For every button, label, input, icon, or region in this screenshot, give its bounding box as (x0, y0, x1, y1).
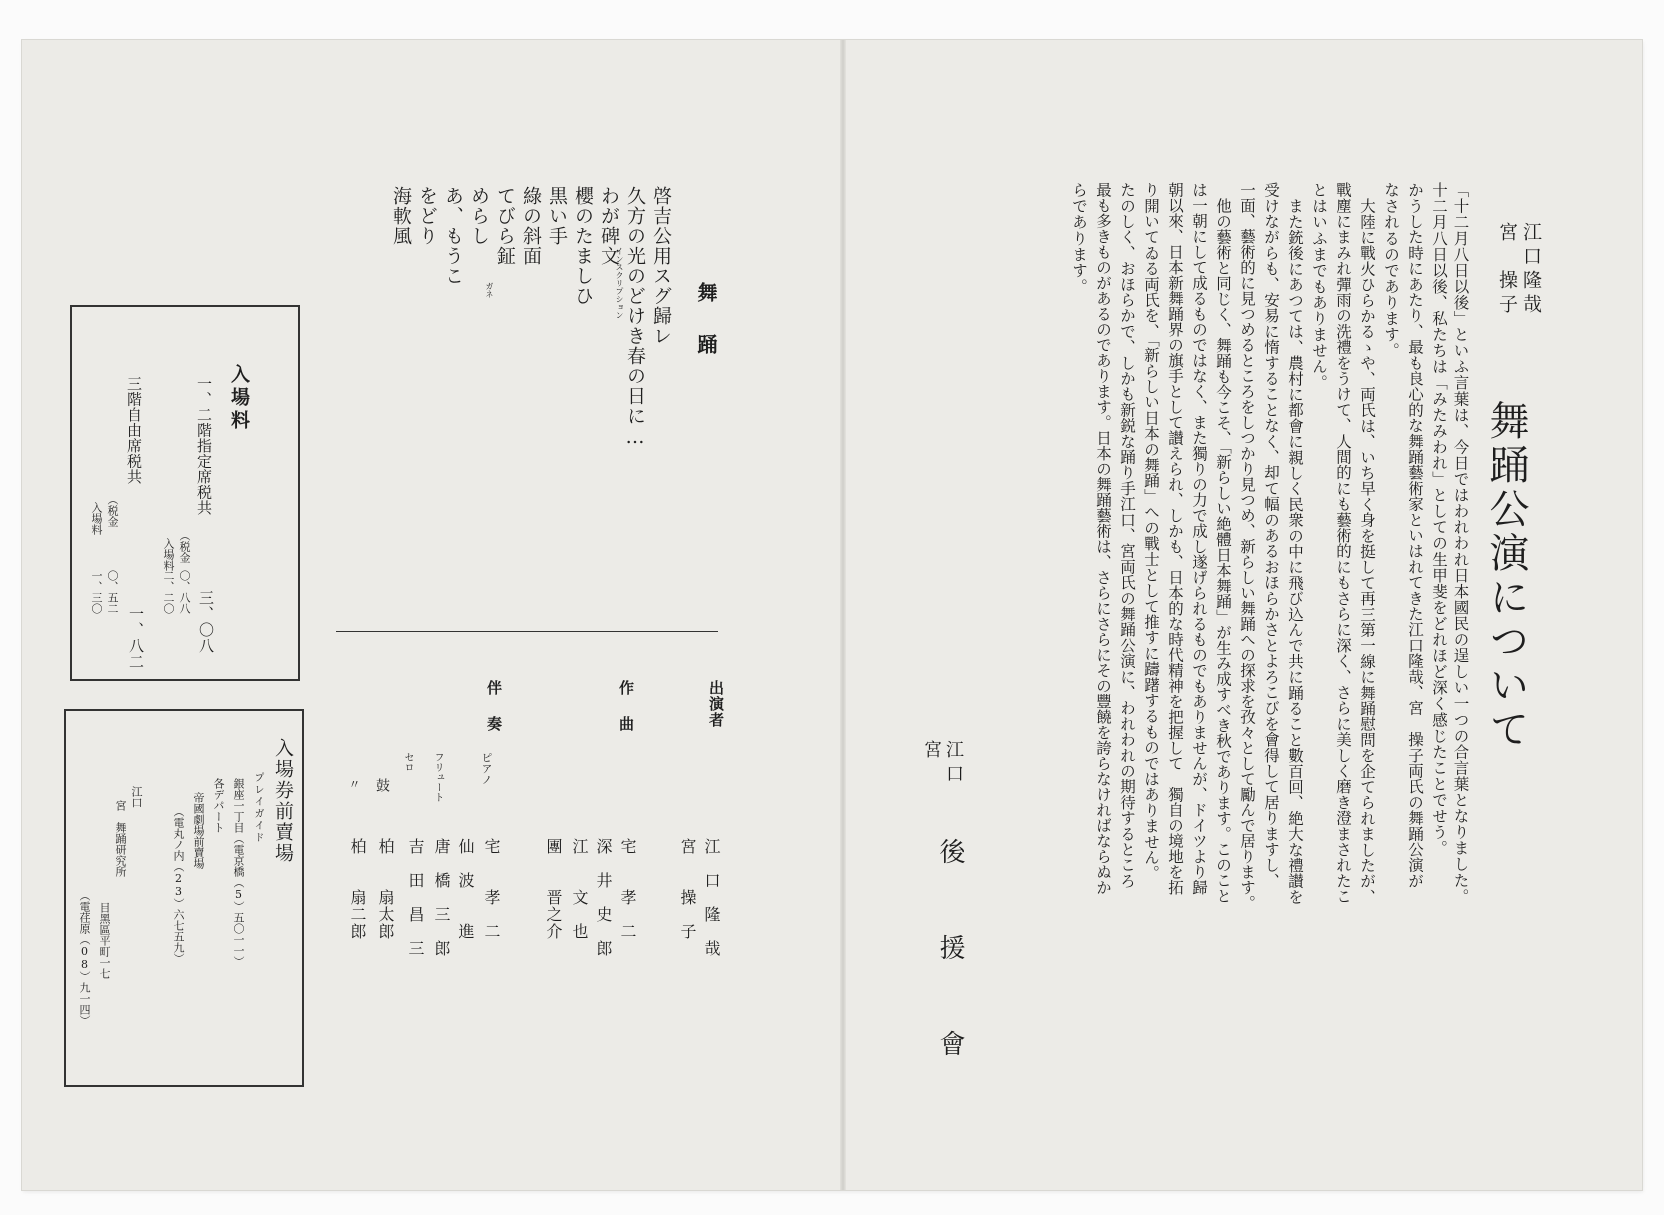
program-item: わが碑文 (598, 186, 620, 266)
program-item: 綠の斜面 (520, 186, 542, 266)
body-line: 大陸に戰火ひらかるゝや、両氏は、いち早く身を挺して再三第一線に舞踊慰問を企てられましたが、 (1358, 198, 1376, 905)
fee-amount: 一、三〇 (90, 570, 103, 614)
program-item: めらし (468, 186, 490, 246)
ruby-inscription: インスクリプション (615, 247, 624, 319)
body-line: 朝以來、日本新舞踊界の旗手として讃えられ、しかも、日本的な時代精神を把握して 獨自の境地を拓 (1166, 182, 1184, 895)
center-fold (840, 40, 846, 1190)
body-line: とはいふまでもありません。 (1310, 182, 1328, 391)
program-item: てびら鉦 (494, 186, 516, 266)
admission-price: 三、〇八 (197, 590, 215, 654)
body-line: 戰塵にまみれ彈雨の洗禮をうけて、人間的にも藝術的にもさらに深く、さらに美しく磨き澄まされたこ (1334, 182, 1352, 905)
body-line: なされるのであります。 (1382, 182, 1400, 359)
fee-note: 入場料 (162, 538, 175, 571)
body-line: かうした時にあたり、最も良心的な舞踊藝術家といはれてきた江口隆哉、宮 操子両氏の舞踊公演が (1406, 182, 1424, 889)
ticket-outlet: 各デパート (212, 778, 225, 833)
body-line: 受けながらも、安易に惰することなく、却て幅のあるおほらかさとよろこびを會得して居りますし、 (1262, 182, 1280, 889)
performer-name: 宮 操 子 (678, 838, 697, 940)
author-miya: 宮 操子 (1496, 222, 1518, 318)
tickets-heading: 入場券前賣場 (272, 738, 294, 864)
fee-note: 入場料 (90, 502, 103, 535)
body-line: 最も多きものがあるのであります。日本の舞踊藝術は、さらにさらにその豐饒を誇らなければならぬか (1094, 182, 1112, 895)
accompaniment-heading: 伴 奏 (485, 680, 503, 734)
body-line: 他の藝術と同じく、舞踊も今こそ、「新らしい絶體日本舞踊」が生み成すべき秋であります。このこと (1214, 198, 1232, 904)
sponsor-title: 後 援 會 (935, 838, 965, 1078)
program-item: をどり (416, 186, 438, 246)
page-title: 舞踊公演について (1483, 400, 1529, 752)
admission-label: 一、二階指定席税共 (195, 376, 213, 516)
tax-note: （税金 (178, 530, 191, 563)
body-line: また銃後にあつては、農村に都會に親しく民衆の中に飛び込んで共に踊ること數百回、絶大な禮讃を (1286, 198, 1304, 905)
accompanist-name: 柏 扇二郎 (348, 838, 367, 940)
admission-heading: 入場料 (228, 364, 250, 433)
body-line: らであります。 (1070, 182, 1088, 295)
studio-address: 目黑區平町一七 (98, 902, 111, 979)
body-line: 「十二月八日以後」といふ言葉は、今日ではわれわれ日本國民の逞しい一つの合言葉となりました。 (1451, 182, 1470, 905)
performers-heading: 出演者 (707, 680, 725, 728)
composers-heading: 作 曲 (617, 680, 635, 734)
instrument-label: 鼓 (374, 778, 390, 792)
composer-name: 江 文 也 (570, 838, 589, 940)
performer-name: 江 口 隆 哉 (702, 838, 721, 957)
program-heading: 舞 踊 (694, 282, 718, 360)
accompanist-name: 仙 波 進 (456, 838, 475, 940)
fee-amount: 二、二〇 (162, 570, 175, 614)
accompanist-name: 宅 孝 二 (482, 838, 501, 940)
program-item: 櫻のたましひ (572, 186, 594, 306)
tax-amount: 〇、五二 (106, 570, 119, 614)
body-line: たのしく、おほらかで、しかも新鋭な踊り手江口、宮両氏の舞踊公演に、われわれの期待するところ (1118, 182, 1136, 889)
program-item: 久方の光のどけき春の日に… (624, 186, 646, 449)
instrument-label: フリュート (432, 752, 443, 802)
sponsor-name-miya: 宮 (921, 740, 942, 764)
program-item: 黒い手 (546, 186, 568, 246)
ticket-address: 銀座一丁目（電京橋（5）五〇一一） (232, 778, 245, 967)
ticket-outlet: 帝國劇場前賣場 (192, 792, 205, 869)
studio-name: 宮 舞踊研究所 (114, 800, 127, 877)
admission-label: 三階自由席税共 (125, 376, 143, 485)
accompanist-name: 吉 田 昌 三 (406, 838, 425, 957)
program-item: 海軟風 (390, 186, 412, 246)
separator-rule (336, 631, 718, 632)
instrument-label: 〃 (347, 778, 361, 790)
composer-name: 深 井 史 郎 (594, 838, 613, 957)
sponsor-name-egu: 江口 (943, 740, 964, 788)
ticket-phone: （電丸ノ内（23）六七五九） (172, 806, 185, 964)
program-item: 啓吉公用スグ歸レ (650, 186, 672, 346)
program-item: あ、もうこ (442, 186, 464, 286)
tax-amount: 〇、八八 (178, 570, 191, 614)
ticket-outlet: プレイガイド (252, 772, 263, 844)
body-line: り開いてゐる両氏を、「新らしい日本の舞踊」への戰士として推すに躊躇するものではありません。 (1142, 182, 1160, 881)
accompanist-name: 柏 扇太郎 (376, 838, 395, 940)
admission-box (70, 305, 300, 681)
studio-name-egu: 江口 (130, 786, 143, 808)
admission-price: 一、八二 (127, 606, 145, 670)
ruby-gane: ガネ (485, 282, 494, 298)
body-line: は一朝にして成るものではなく、また獨りの力で成し遂げられるものでもありませんが、ドイツより歸 (1190, 182, 1208, 895)
studio-phone: （電荏原（08）九一四） (78, 890, 91, 1026)
body-line: 十二月八日以後、私たちは「みたみわれ」としての生甲斐をどれほど深く感じたことでせう。 (1430, 182, 1448, 857)
instrument-label: セロ (402, 752, 413, 772)
author-egu: 江口隆哉 (1520, 222, 1542, 318)
body-line: 一面、藝術的に見つめるところをしつかり見つめ、新らしい舞踊への探求を孜々として勵んで居ります。 (1238, 182, 1256, 911)
accompanist-name: 唐 橋 三 郎 (432, 838, 451, 957)
tax-note: （税金 (106, 494, 119, 527)
composer-name: 團 晋之介 (544, 838, 563, 940)
composer-name: 宅 孝 二 (618, 838, 637, 940)
instrument-label: ピアノ (480, 752, 493, 785)
